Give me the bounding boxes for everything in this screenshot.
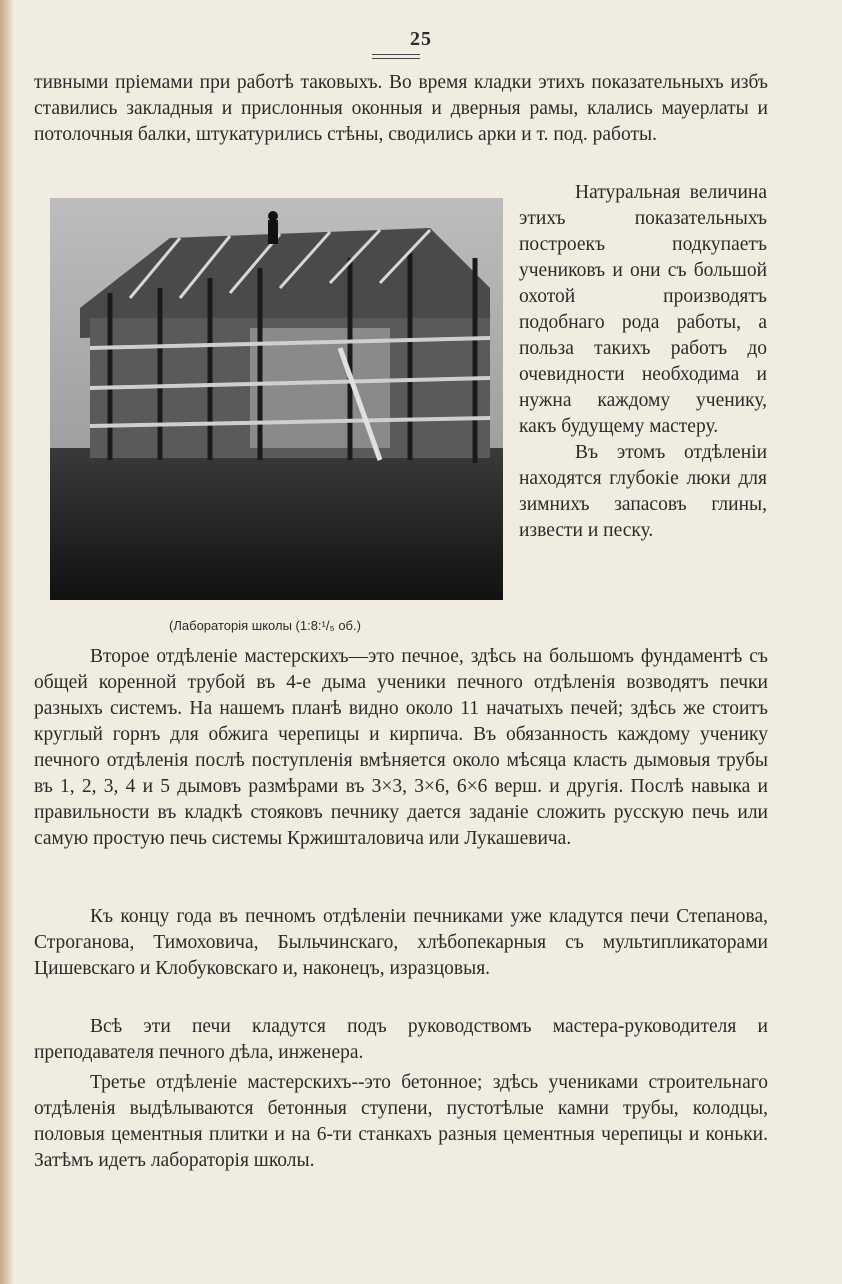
- paragraph-supervision: [34, 1014, 768, 1066]
- paragraph-text: Къ концу года въ печномъ отдѣленіи печниками уже кладутся печи Степанова, Строганова, Тимоховича, Быльчинскаго, хлѣбопекарныя съ мультипликаторами Цишевскаго и Клобуковскаго и, наконецъ, изразцовыя.: [34, 906, 768, 979]
- opening-paragraph: тивными пріемами при работѣ таковыхъ. Во время кладки этихъ показательныхъ избъ ставились закладныя и прислонныя оконныя и дверныя рамы, клались мауерлаты и потолочныя балки, штукатурились стѣны, сводились арки и т. под. работы.: [34, 72, 768, 145]
- page-number: 25: [410, 28, 432, 50]
- paragraph-concrete-section: [34, 1070, 768, 1174]
- photo-laboratory-building-icon: [50, 198, 503, 600]
- page-number-rule: [372, 54, 420, 59]
- paragraph-text: Второе отдѣленіе мастерскихъ—это печное, здѣсь на большомъ фундаментѣ съ общей коренной трубой въ 4-е дыма ученики печного отдѣленія возводятъ печки разныхъ системъ. На нашемъ планѣ видно около 11 начатыхъ печей; здѣсь же стоитъ круглый горнъ для обжига черепицы и кирпича. Въ обязанность каждому ученику печного отдѣленія послѣ поступленія вмѣняется около мѣсяца класть дымовыя трубы въ 1, 2, 3, 4 и 5 дымовъ размѣрами въ 3×3, 3×6, 6×6 верш. и другія. Послѣ навыка и правильности въ кладкѣ стояковъ печнику дается заданіе сложить русскую печь или самую простую печь системы Кржишталовича или Лукашевича.: [34, 646, 768, 849]
- side-paragraph-1: Натуральная величина этихъ показательныхъ построекъ подкупаетъ учениковъ и они съ большой охотой производятъ подобнаго рода работы, а польза такихъ работъ до очевидности необходима и нужна каждому ученику, какъ будущему мастеру.: [519, 182, 767, 437]
- figure-caption: (Лабораторія школы (1:8:¹/₅ об.): [169, 618, 361, 633]
- page-edge: [0, 0, 14, 1284]
- paragraph-text: Всѣ эти печи кладутся подъ руководствомъ мастера-руководителя и преподавателя печного дѣла, инженера.: [34, 1016, 768, 1063]
- paragraph-text: Третье отдѣленіе мастерскихъ--это бетонное; здѣсь учениками строительнаго отдѣленія выдѣлываются бетонныя ступени, пустотѣлые камни трубы, колодцы, половыя цементныя плитки и на 6-ти станкахъ разныя цементныя черепицы и коньки. Затѣмъ идетъ лабораторія школы.: [34, 1072, 768, 1171]
- paragraph-end-of-year: [34, 904, 768, 982]
- laboratory-photo: [50, 198, 503, 600]
- paragraph-stove-section: [34, 644, 768, 852]
- side-column: [519, 180, 767, 544]
- side-paragraph-2: Въ этомъ отдѣленіи находятся глубокіе люки для зимнихъ запасовъ глины, извести и песку.: [519, 442, 767, 541]
